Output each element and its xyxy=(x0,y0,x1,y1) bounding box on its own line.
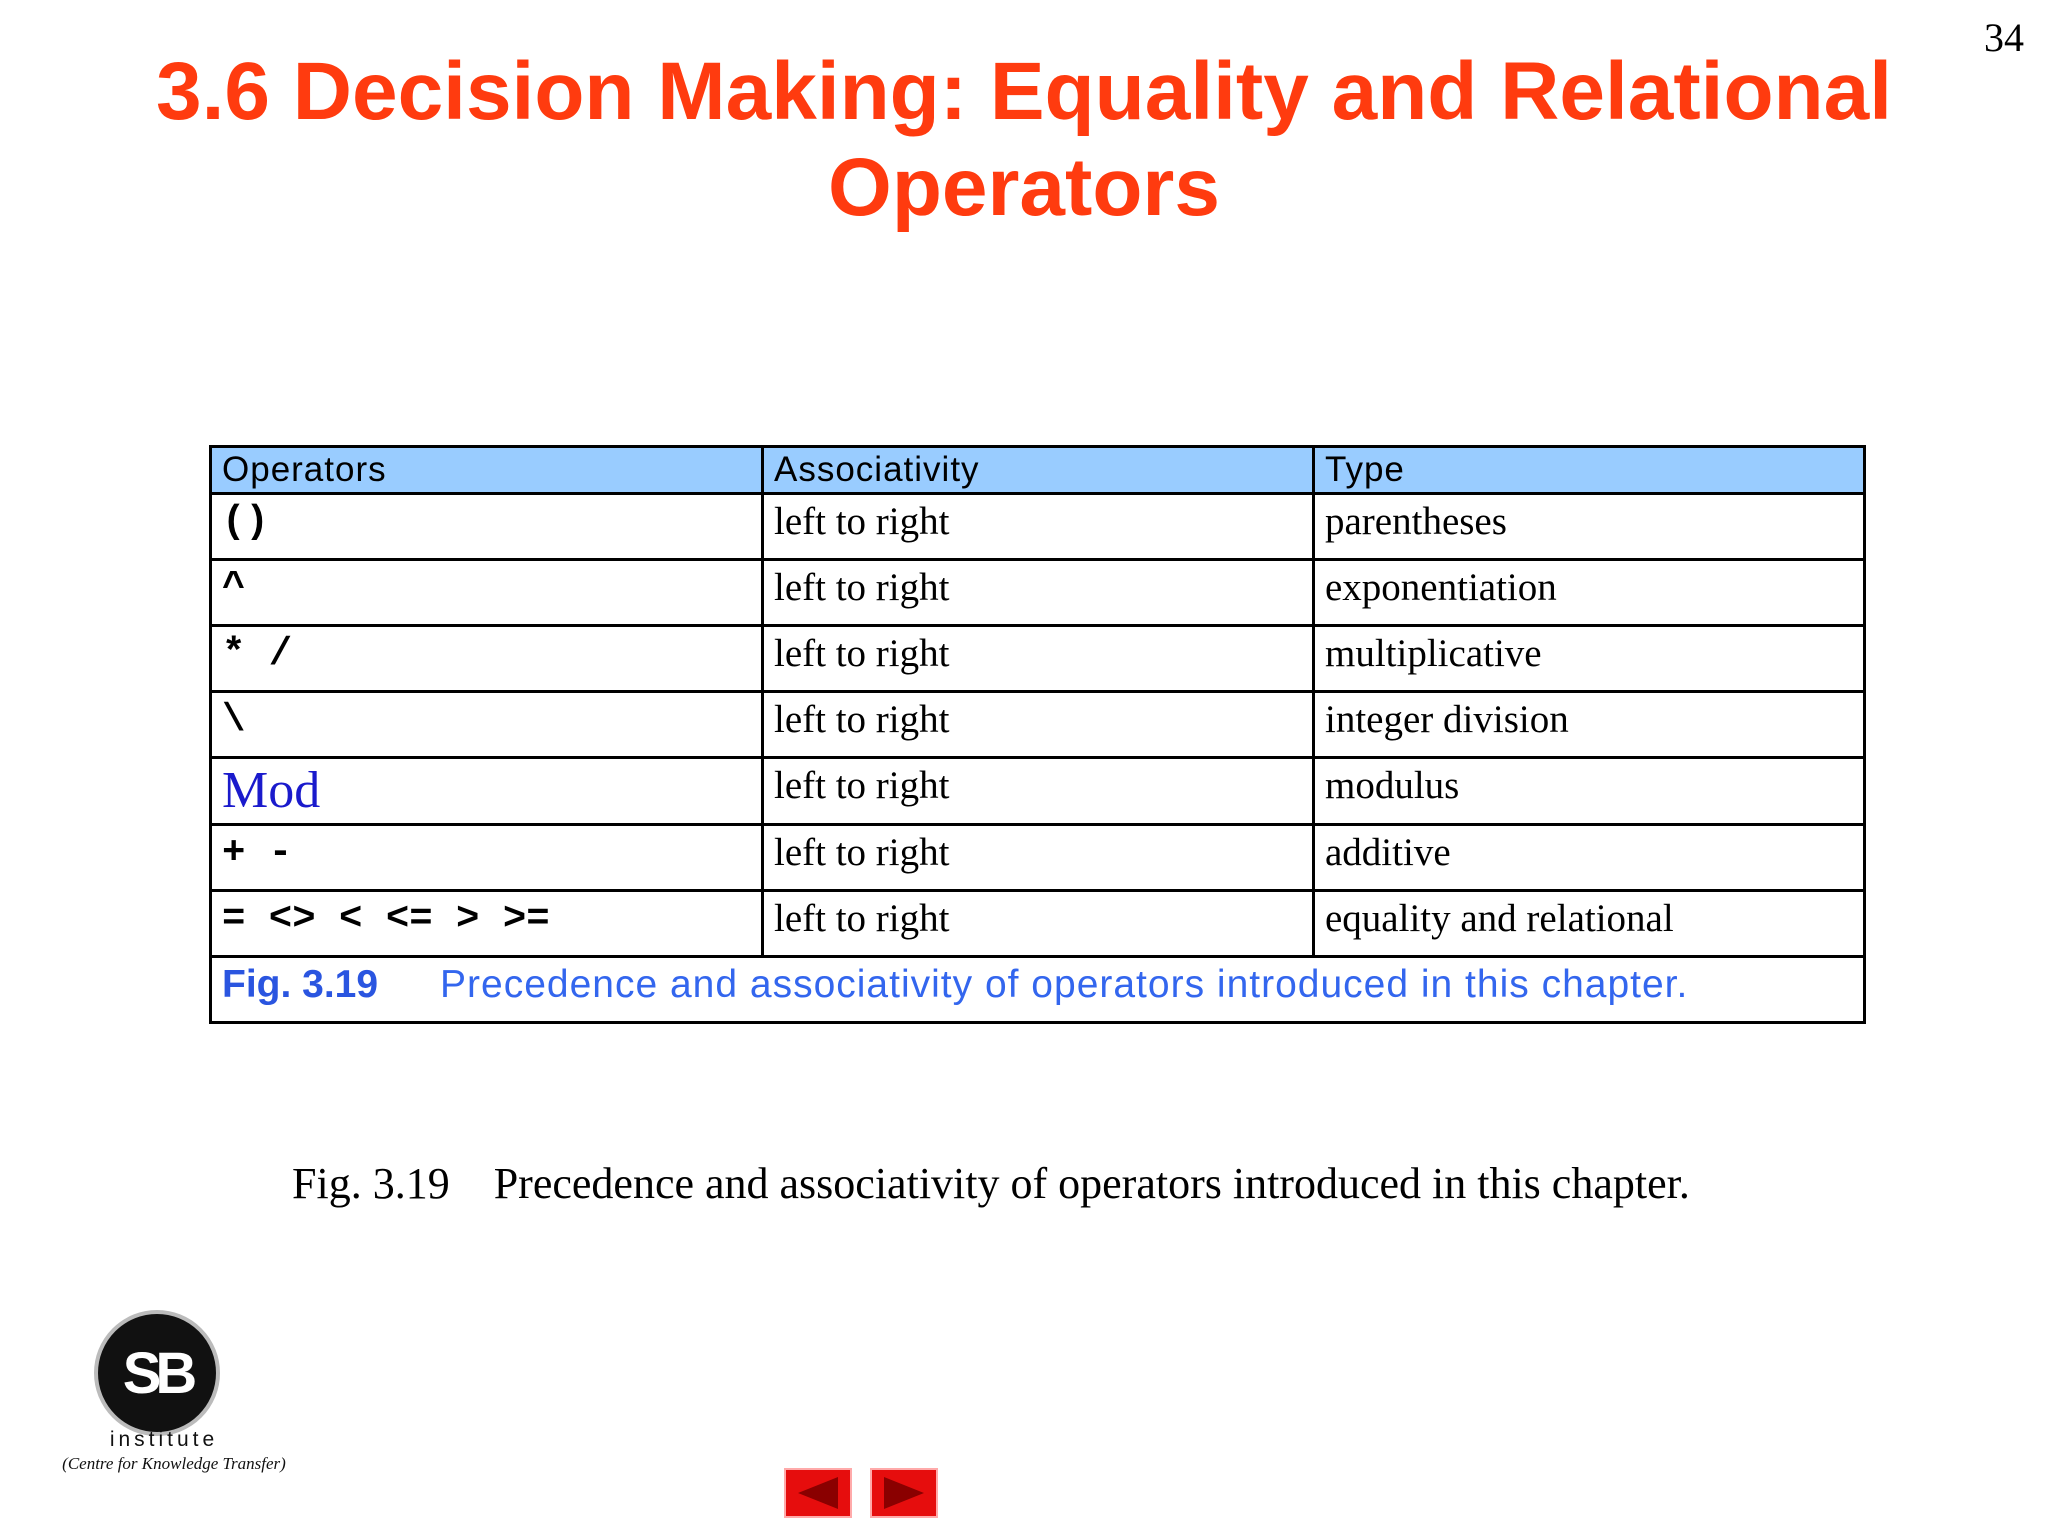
operators-cell: Mod xyxy=(211,758,763,825)
precedence-table xyxy=(209,445,1866,1024)
slide-number: 34 xyxy=(1984,15,2024,60)
slide-title-line-1: 3.6 Decision Making: Equality and Relational xyxy=(155,46,1893,137)
institute-logo xyxy=(62,1310,286,1480)
previous-slide-button[interactable] xyxy=(784,1468,852,1518)
type-cell: integer division xyxy=(1314,692,1865,758)
type-cell: additive xyxy=(1314,825,1865,891)
operators-cell: * / xyxy=(211,626,763,692)
operators-cell: + - xyxy=(211,825,763,891)
associativity-cell: left to right xyxy=(763,494,1314,560)
table-header-row xyxy=(211,447,1865,494)
associativity-cell: left to right xyxy=(763,560,1314,626)
logo-mark: SB xyxy=(94,1310,220,1436)
associativity-cell: left to right xyxy=(763,825,1314,891)
table-row xyxy=(211,825,1865,891)
logo-name: institute xyxy=(109,1428,219,1451)
type-cell: equality and relational xyxy=(1314,891,1865,957)
table-row xyxy=(211,891,1865,957)
type-cell: modulus xyxy=(1314,758,1865,825)
table-row xyxy=(211,692,1865,758)
associativity-cell: left to right xyxy=(763,692,1314,758)
slide-title xyxy=(0,44,2048,236)
operators-cell: = <> < <= > >= xyxy=(211,891,763,957)
left-triangle-icon xyxy=(794,1475,842,1511)
associativity-cell: left to right xyxy=(763,891,1314,957)
figure-caption-label: Fig. 3.19 xyxy=(292,1159,450,1208)
slide-title-line-2: Operators xyxy=(828,142,1220,233)
figure-caption-text: Precedence and associativity of operators introduced in this chapter. xyxy=(493,1159,1690,1208)
table-caption-row xyxy=(211,957,1865,1023)
type-cell: exponentiation xyxy=(1314,560,1865,626)
operators-cell: \ xyxy=(211,692,763,758)
associativity-cell: left to right xyxy=(763,758,1314,825)
table-caption-text: Precedence and associativity of operators introduced in this chapter. xyxy=(440,963,1689,1006)
table-row xyxy=(211,560,1865,626)
associativity-cell: left to right xyxy=(763,626,1314,692)
header-type: Type xyxy=(1314,447,1865,494)
logo-tagline: (Centre for Knowledge Transfer) xyxy=(62,1454,286,1473)
next-slide-button[interactable] xyxy=(870,1468,938,1518)
operators-cell: ^ xyxy=(211,560,763,626)
right-triangle-icon xyxy=(880,1475,928,1511)
operators-cell: () xyxy=(211,494,763,560)
figure-caption xyxy=(292,1158,1690,1209)
header-associativity: Associativity xyxy=(763,447,1314,494)
type-cell: multiplicative xyxy=(1314,626,1865,692)
table-caption-label: Fig. 3.19 xyxy=(222,963,379,1006)
header-operators: Operators xyxy=(211,447,763,494)
table-row xyxy=(211,494,1865,560)
type-cell: parentheses xyxy=(1314,494,1865,560)
table-row xyxy=(211,758,1865,825)
table-caption xyxy=(211,957,1865,1023)
table-row xyxy=(211,626,1865,692)
